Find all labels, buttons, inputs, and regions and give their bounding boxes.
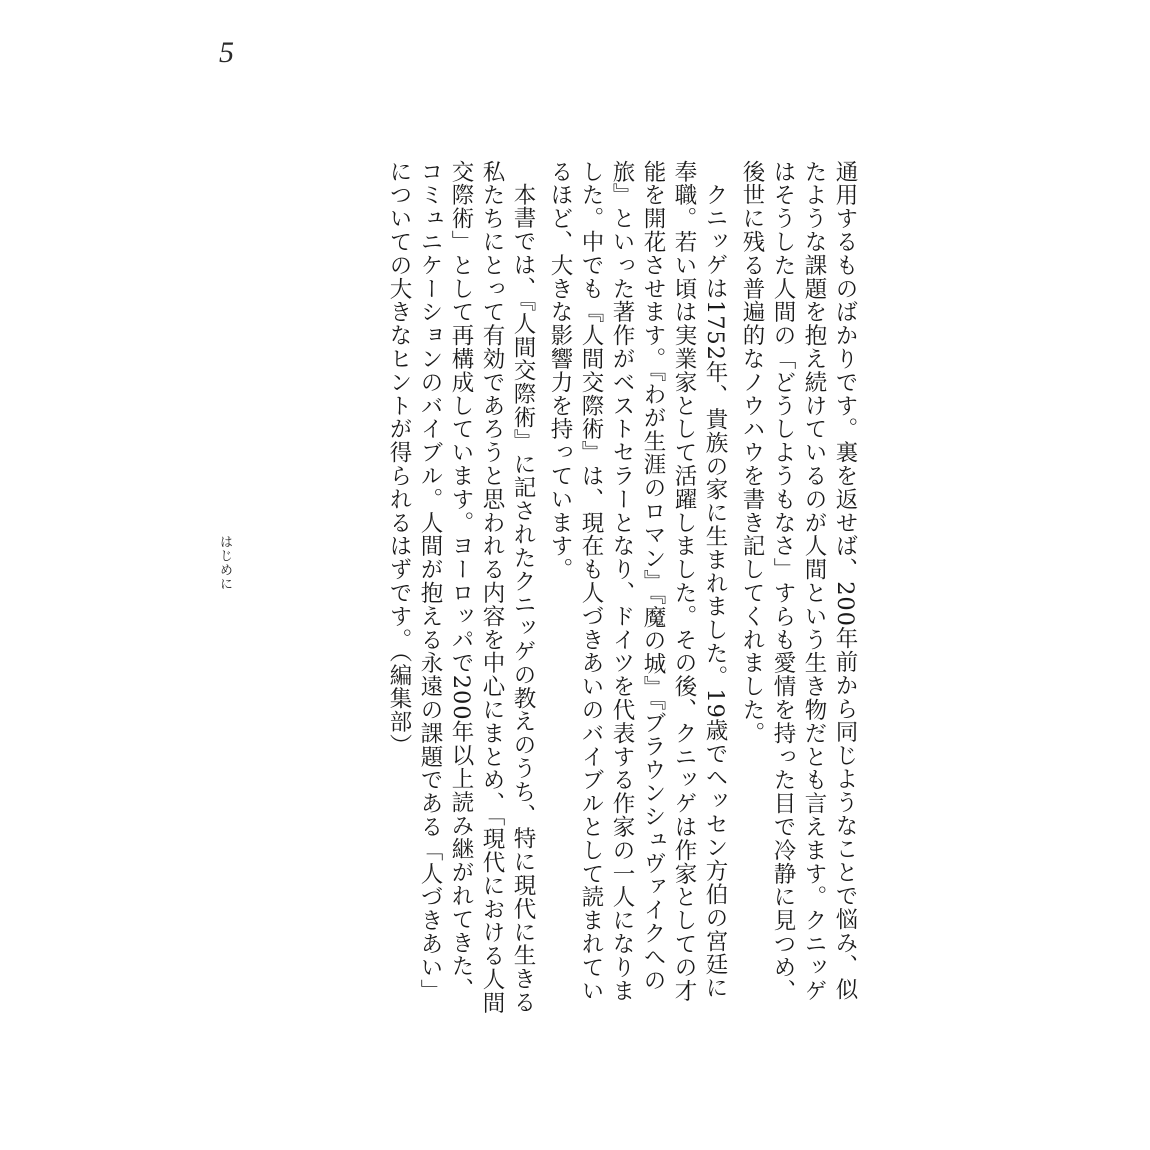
paragraph-knigge-biography: クニッゲは1752年、貴族の家に生まれました。19歳でヘッセン方伯の宮廷に奉職。若い頃は実業家として活躍しました。その後、クニッゲは作家としての才能を開花させます。『わが生涯のロマン』『魔の城』『ブラウンシュヴァイクへの旅』といった著作がベストセラーとなり、ドイツを代表する作家の一人になりました。中でも『人間交際術』は、現在も人づきあいのバイブルとして読まれているほど、大きな影響力を持っています。 [547,160,728,1003]
running-head: はじめに [217,535,232,591]
paragraph-book-summary: 本書では、『人間交際術』に記されたクニッゲの教えのうち、特に現代に生きる私たちにとって有効であろうと思われる内容を中心にまとめ、「現代における人間交際術」として再構成しています。ヨーロッパで200年以上読み継がれてきた、コミュニケーションのバイブル。人間が抱える永遠の課題である「人づきあい」についての大きなヒントが得られるはずです。（編集部） [386,160,536,1015]
page-number: 5 [219,36,234,69]
paragraph-continuation: 通用するものばかりです。裏を返せば、200年前から同じようなことで悩み、似たような課題を抱え続けているのが人間という生き物だとも言えます。クニッゲはそうした人間の「どうしようもなさ」すらも愛情を持った目で冷静に見つめ、後世に残る普遍的なノウハウを書き記してくれました。 [739,160,858,1003]
body-text [383,160,860,1022]
